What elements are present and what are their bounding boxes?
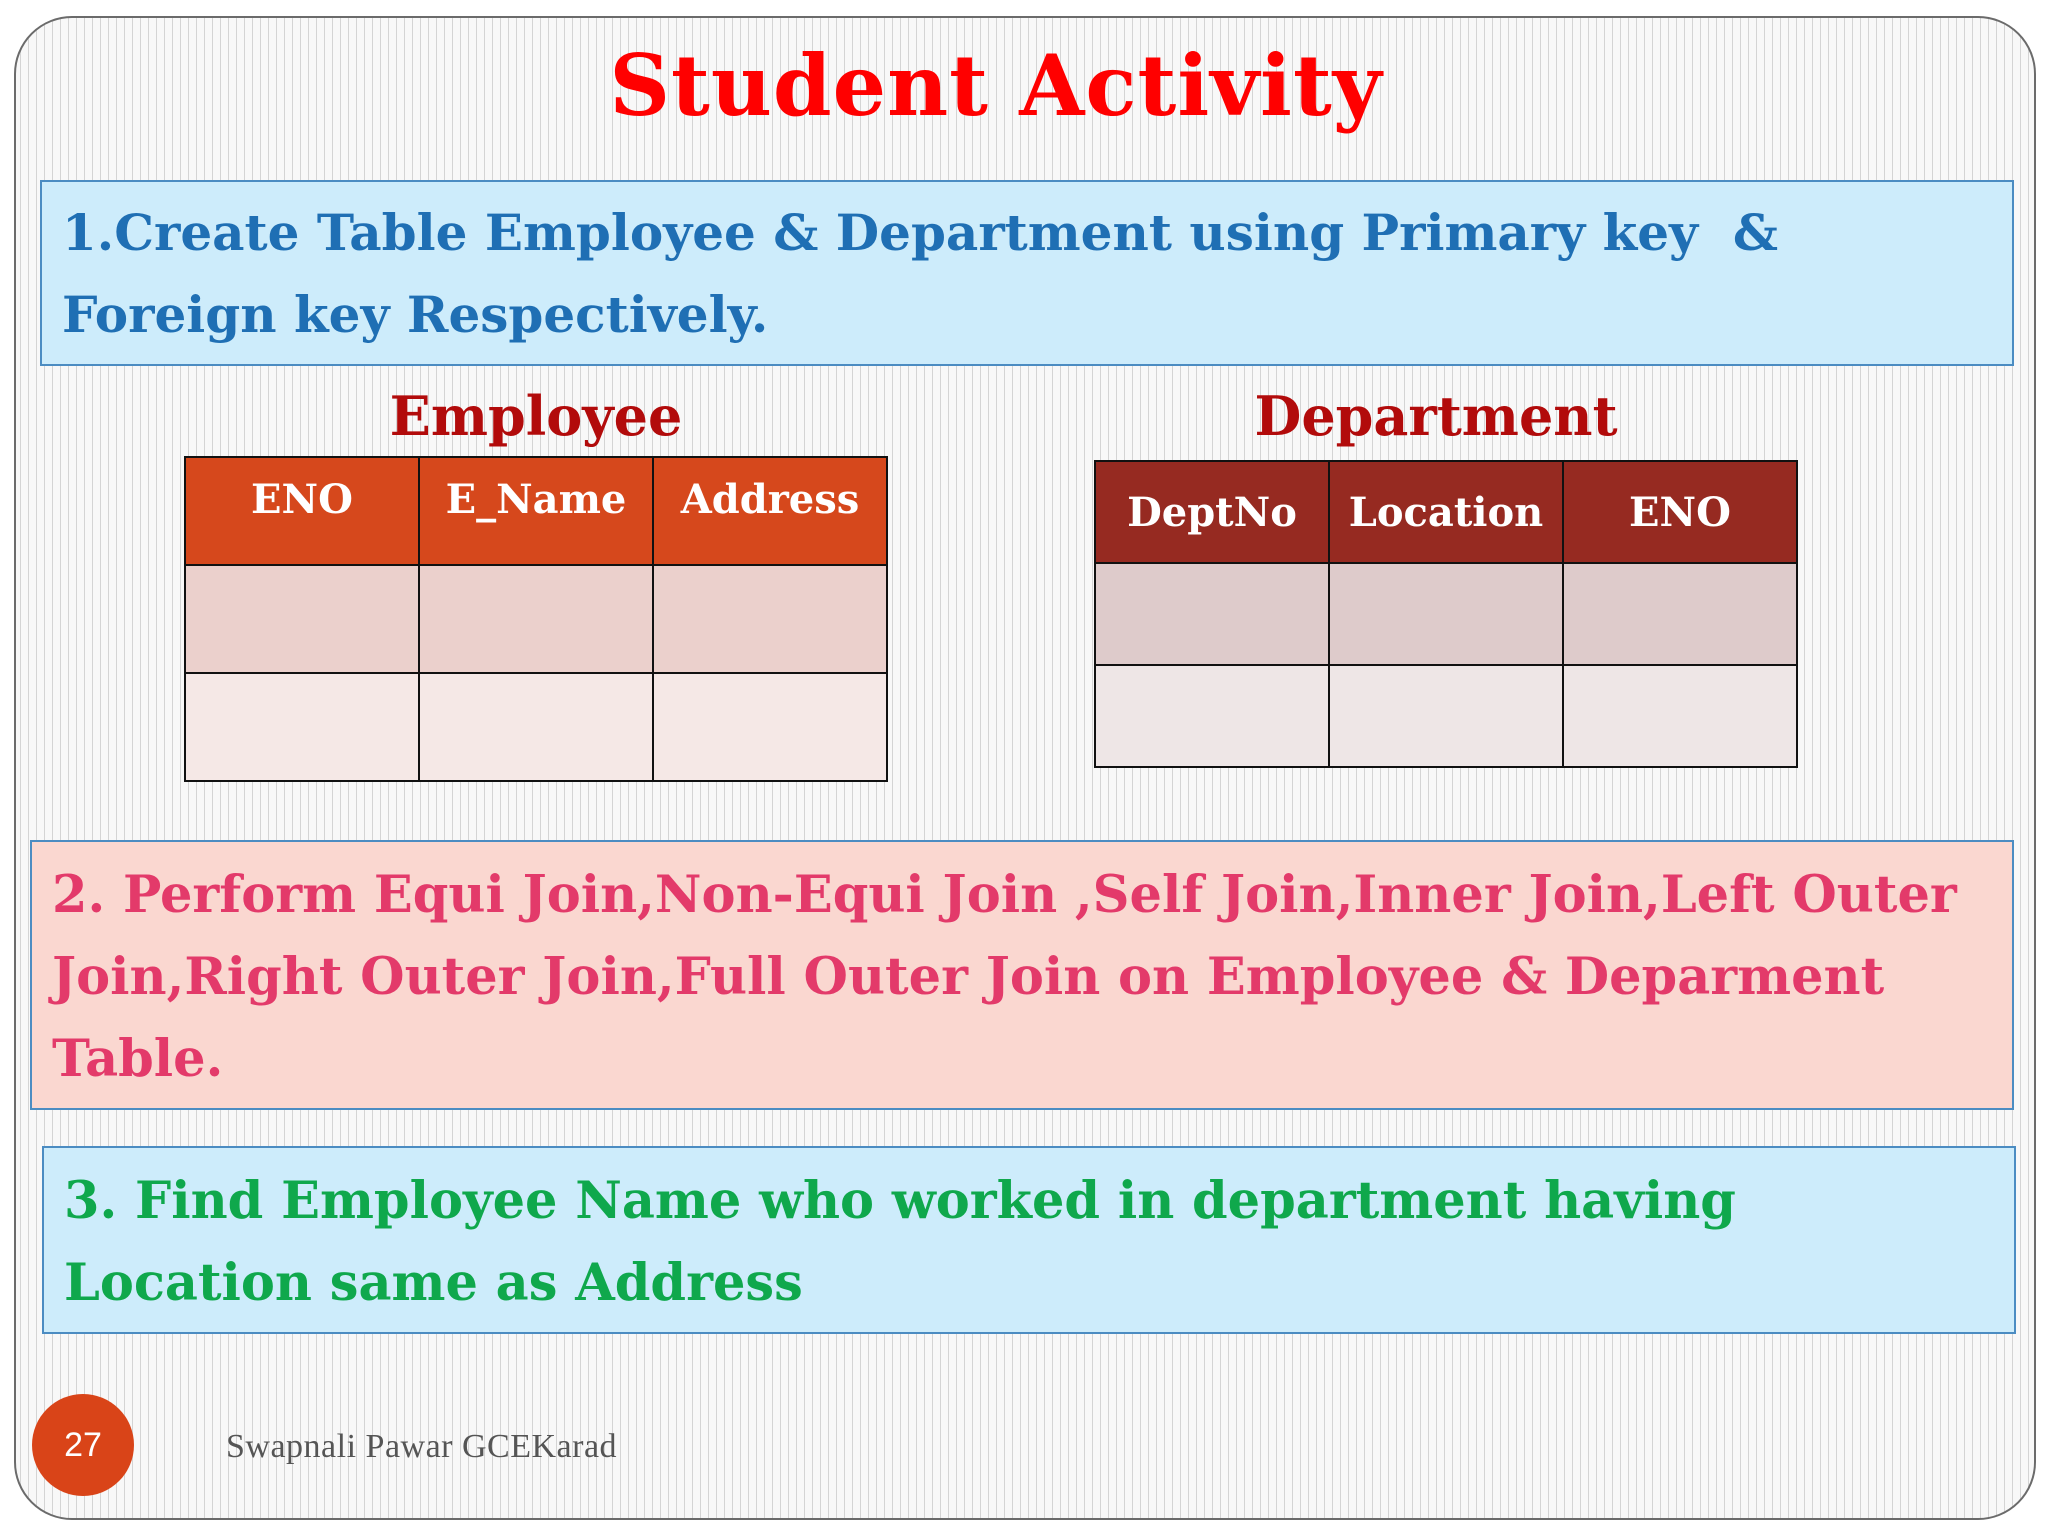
department-table-header-row	[1095, 461, 1797, 563]
table-cell	[185, 565, 419, 673]
department-table-title: Department	[1254, 384, 1618, 448]
table-row	[185, 673, 887, 781]
employee-col-ename: E_Name	[419, 457, 653, 565]
task-2-box	[30, 840, 2014, 1110]
slide	[14, 16, 2036, 1520]
table-cell	[1095, 563, 1329, 665]
table-cell	[1329, 665, 1563, 767]
task-2-line-2: Join,Right Outer Join,Full Outer Join on Employee & Deparment	[52, 947, 1885, 1007]
task-1-line-2: Foreign key Respectively.	[62, 285, 769, 344]
table-cell	[1563, 665, 1797, 767]
table-cell	[1329, 563, 1563, 665]
table-cell	[419, 565, 653, 673]
table-row	[1095, 563, 1797, 665]
table-cell	[1563, 563, 1797, 665]
table-cell	[653, 565, 887, 673]
employee-col-eno: ENO	[185, 457, 419, 565]
table-row	[1095, 665, 1797, 767]
employee-col-address: Address	[653, 457, 887, 565]
employee-table-header-row	[185, 457, 887, 565]
department-col-location: Location	[1329, 461, 1563, 563]
task-3-box	[42, 1146, 2016, 1334]
table-cell	[419, 673, 653, 781]
task-2-line-1: 2. Perform Equi Join,Non-Equi Join ,Self Join,Inner Join,Left Outer	[52, 865, 1957, 925]
department-table	[1094, 460, 1798, 768]
slide-title: Student Activity	[609, 36, 1383, 135]
task-3-line-1: 3. Find Employee Name who worked in department having	[64, 1171, 1736, 1231]
table-cell	[185, 673, 419, 781]
task-3-line-2: Location same as Address	[64, 1253, 803, 1313]
page-number-badge: 27	[32, 1394, 134, 1496]
department-col-deptno: DeptNo	[1095, 461, 1329, 563]
employee-table-title: Employee	[389, 384, 683, 448]
task-1-box	[40, 180, 2014, 366]
footer-author: Swapnali Pawar GCEKarad	[226, 1428, 618, 1465]
table-cell	[653, 673, 887, 781]
employee-table	[184, 456, 888, 782]
table-row	[185, 565, 887, 673]
task-1-line-1: 1.Create Table Employee & Department using Primary key &	[62, 203, 1779, 262]
table-cell	[1095, 665, 1329, 767]
task-2-line-3: Table.	[52, 1029, 224, 1089]
department-col-eno: ENO	[1563, 461, 1797, 563]
